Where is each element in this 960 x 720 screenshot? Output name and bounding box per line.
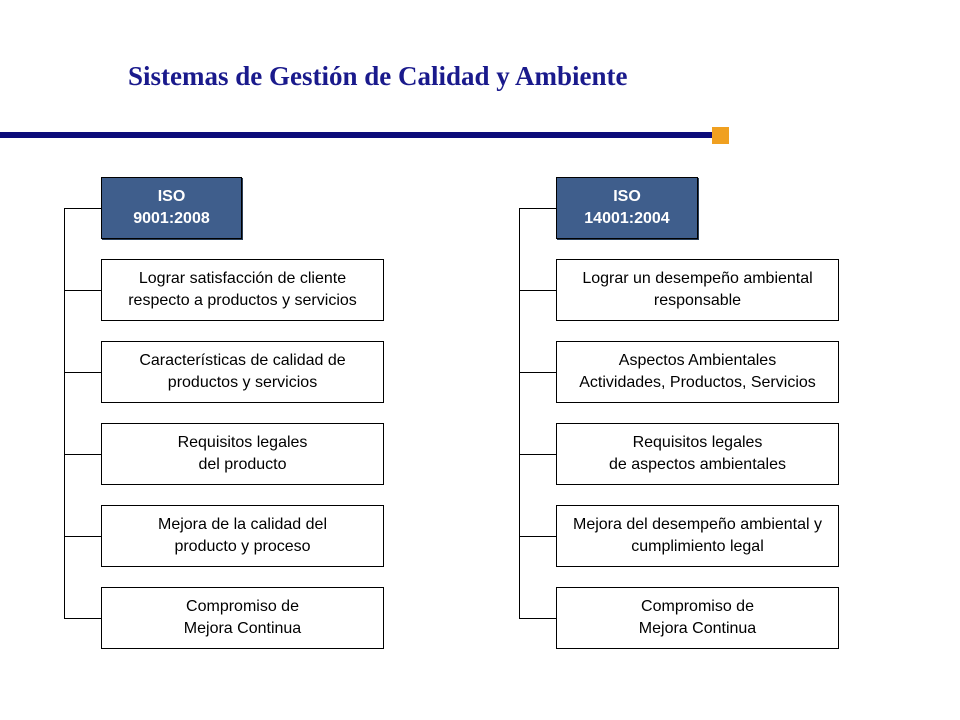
iso-14001-item-5: Compromiso de Mejora Continua: [556, 587, 839, 649]
iso-14001-item-3: Requisitos legales de aspectos ambientales: [556, 423, 839, 485]
iso-9001-item-3: Requisitos legales del producto: [101, 423, 384, 485]
connector-branch: [519, 372, 556, 373]
connector-branch: [519, 208, 556, 209]
iso-9001-item-4: Mejora de la calidad del producto y proceso: [101, 505, 384, 567]
iso-14001-header-box: ISO 14001:2004: [556, 177, 698, 239]
iso-9001-item-1: Lograr satisfacción de cliente respecto a productos y servicios: [101, 259, 384, 321]
connector-branch: [64, 208, 101, 209]
connector-trunk: [519, 208, 520, 618]
connector-branch: [519, 290, 556, 291]
iso-9001-header-box: ISO 9001:2008: [101, 177, 242, 239]
iso-14001-item-2: Aspectos Ambientales Actividades, Productos, Servicios: [556, 341, 839, 403]
iso-9001-item-5: Compromiso de Mejora Continua: [101, 587, 384, 649]
connector-branch: [64, 372, 101, 373]
connector-branch: [64, 290, 101, 291]
connector-trunk: [64, 208, 65, 618]
page-title: Sistemas de Gestión de Calidad y Ambiente: [128, 61, 628, 91]
connector-branch: [519, 536, 556, 537]
connector-branch: [64, 454, 101, 455]
connector-branch: [519, 454, 556, 455]
iso-14001-item-4: Mejora del desempeño ambiental y cumplimiento legal: [556, 505, 839, 567]
connector-branch: [64, 618, 101, 619]
title-rule: [0, 132, 712, 138]
iso-14001-item-1: Lograr un desempeño ambiental responsable: [556, 259, 839, 321]
iso-9001-item-2: Características de calidad de productos y servicios: [101, 341, 384, 403]
connector-branch: [64, 536, 101, 537]
connector-branch: [519, 618, 556, 619]
accent-square: [712, 127, 729, 144]
